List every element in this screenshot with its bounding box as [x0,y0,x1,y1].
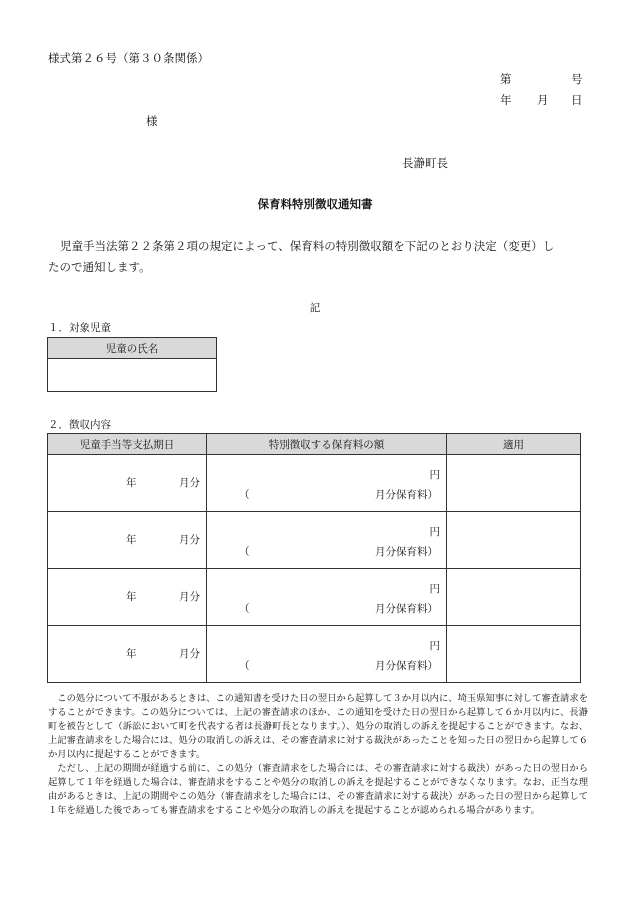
date-day: 日 [571,93,583,107]
yen-label: 円 [429,526,440,538]
intro-line-1: 児童手当法第２２条第２項の規定によって、保育料の特別徴収額を下記のとおり決定（変更）し [60,239,555,253]
form-number: 様式第２６号（第３０条関係） [48,51,209,65]
month-label: 月分 [179,534,200,546]
appeal-notice [48,692,588,818]
child-name-cell[interactable] [48,359,217,392]
table-row [48,569,581,626]
document-title: 保育料特別徴収通知書 [257,197,373,211]
remarks-cell[interactable] [447,512,581,569]
year-label: 年 [126,534,137,546]
child-name-header: 児童の氏名 [48,338,217,359]
fee-month-label: 月分保育料） [375,546,438,558]
section2-heading: ２．徴収内容 [48,419,111,431]
date-month: 月 [537,93,549,107]
appeal-paragraph-1: この処分について不服があるときは、この通知書を受けた日の翌日から起算して３か月以内に、埼玉県知事に対して審査請求をすることができます。この処分については、上記の審査請求のほか、この通知を受けた日の翌日から起算して６か月以内に、長瀞町を被告として（訴訟において町を代表する者は長瀞町長となります。）、処分の取消しの訴えを提起することができます。なお、上記審査請求をした場合には、処分の取消しの訴えは、その審査請求に対する裁決があったことを知った日の翌日から起算して６か月以内に提起することができます。 [48,693,588,760]
yen-label: 円 [429,583,440,595]
appeal-paragraph-2: ただし、上記の期間が経過する前に、この処分（審査請求をした場合には、その審査請求に対する裁決）があった日の翌日から起算して１年を経過した場合は、審査請求をすることや処分の取消しの訴えを提起することができなくなります。なお、正当な理由があるときは、上記の期間やこの処分（審査請求をした場合には、その審査請求に対する裁決）があった日の翌日から起算して１年を経過した後であっても審査請求をすることや処分の取消しの訴えを提起することが認められる場合があります。 [48,763,588,816]
yen-label: 円 [429,640,440,652]
doc-number-suffix: 号 [571,72,583,86]
year-label: 年 [126,477,137,489]
table-row [48,455,581,512]
open-paren: （ [239,546,250,558]
table-row [48,626,581,683]
remarks-header: 適用 [447,434,581,455]
fee-month-label: 月分保育料） [375,489,438,501]
remarks-cell[interactable] [447,569,581,626]
fee-month-label: 月分保育料） [375,603,438,615]
date-year: 年 [500,93,512,107]
amount-cell[interactable] [207,512,447,569]
amount-cell[interactable] [207,455,447,512]
amount-cell[interactable] [207,569,447,626]
open-paren: （ [239,660,250,672]
collection-table [47,433,581,683]
amount-cell[interactable] [207,626,447,683]
doc-number-prefix: 第 [500,72,512,86]
target-child-table [47,337,217,392]
table-row [48,512,581,569]
remarks-cell[interactable] [447,455,581,512]
addressee-suffix: 様 [146,114,158,128]
month-label: 月分 [179,648,200,660]
payment-date-cell[interactable] [48,512,207,569]
fee-month-label: 月分保育料） [375,660,438,672]
payment-date-cell[interactable] [48,455,207,512]
issuer-name: 長瀞町長 [402,156,448,170]
payment-date-cell[interactable] [48,626,207,683]
ki-label: 記 [309,302,321,314]
open-paren: （ [239,489,250,501]
payment-date-cell[interactable] [48,569,207,626]
intro-line-2: たので通知します。 [48,260,151,274]
open-paren: （ [239,603,250,615]
payment-date-header: 児童手当等支払期日 [48,434,207,455]
remarks-cell[interactable] [447,626,581,683]
month-label: 月分 [179,591,200,603]
month-label: 月分 [179,477,200,489]
amount-header: 特別徴収する保育料の額 [207,434,447,455]
year-label: 年 [126,648,137,660]
year-label: 年 [126,591,137,603]
yen-label: 円 [429,469,440,481]
section1-heading: １．対象児童 [48,322,111,334]
